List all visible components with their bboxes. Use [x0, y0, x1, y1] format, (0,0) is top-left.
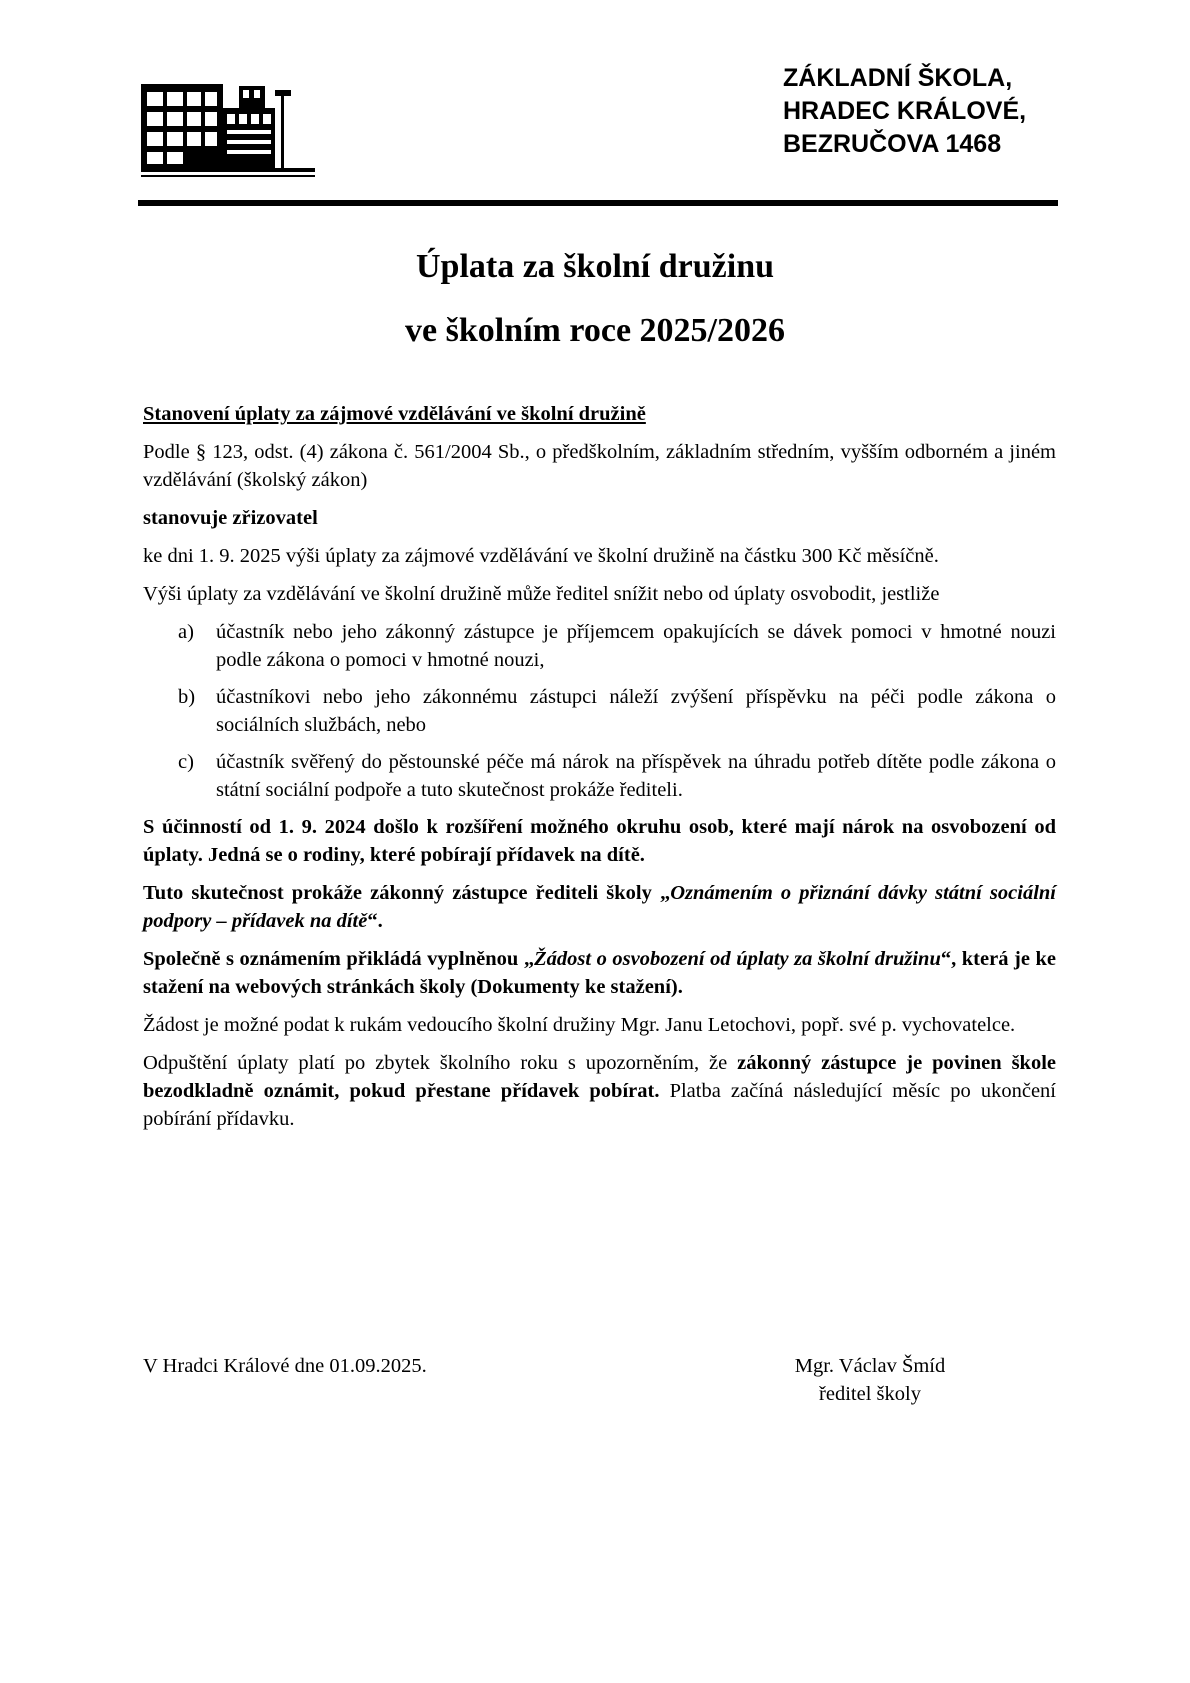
- paragraph-fee-amount: ke dni 1. 9. 2025 výši úplaty za zájmové vzdělávání ve školní družině na částku 300 Kč měsíčně.: [143, 545, 939, 567]
- paragraph-submission: Žádost je možné podat k rukám vedoucího školní družiny Mgr. Janu Letochovi, popř. své p. vychovatelce.: [143, 1014, 1016, 1036]
- waiver-text: Odpuštění úplaty platí po zbytek školního roku s upozorněním, že: [143, 1052, 738, 1074]
- school-name-line3: BEZRUČOVA 1468: [783, 130, 1002, 158]
- application-text: Společně s oznámením přikládá vyplněnou „: [143, 948, 535, 970]
- paragraph-fee-reduction: Výši úplaty za vzdělávání ve školní družině může ředitel snížit nebo od úplaty osvobodit, jestliže: [143, 583, 940, 605]
- waiver-obligation: zákonný zástupce je povinen škole bezodkladně oznámit, pokud přestane přídavek pobírat.: [143, 1052, 1056, 1102]
- paragraph-proof: [143, 879, 1056, 935]
- header-divider: [138, 200, 1058, 206]
- school-building-logo: [141, 72, 315, 182]
- waiver-text-end: Platba začíná následující měsíc po ukončení pobírání přídavku.: [143, 1080, 1056, 1130]
- proof-text: Tuto skutečnost prokáže zákonný zástupce řediteli školy „: [143, 882, 671, 904]
- paragraph-application: [143, 945, 1056, 1001]
- list-text: účastníkovi nebo jeho zákonnému zástupci náleží zvýšení příspěvku na péči podle zákona o sociálních službách, nebo: [216, 686, 1056, 736]
- school-name-line1: ZÁKLADNÍ ŠKOLA,: [783, 64, 1013, 92]
- paragraph-founder: stanovuje zřizovatel: [143, 507, 318, 529]
- section-heading: Stanovení úplaty za zájmové vzdělávání ve školní družině: [143, 403, 646, 425]
- paragraph-legal-basis: Podle § 123, odst. (4) zákona č. 561/2004 Sb., o předškolním, základním středním, vyšším odborném a jiném vzdělávání (školský zákon): [143, 441, 1056, 491]
- school-name: [783, 62, 1026, 161]
- school-name-line2: HRADEC KRÁLOVÉ,: [783, 97, 1027, 125]
- place-and-date: V Hradci Králové dne 01.09.2025.: [143, 1355, 427, 1377]
- list-item: [143, 748, 1056, 804]
- list-item: [143, 618, 1056, 674]
- list-item: [143, 683, 1056, 739]
- list-text: účastník svěřený do pěstounské péče má nárok na příspěvek na úhradu potřeb dítěte podle zákona o státní sociální podpoře a tuto skutečnost prokáže řediteli.: [216, 751, 1056, 801]
- signature-block: [770, 1352, 970, 1408]
- application-text-end: “, která je ke stažení na webových stránkách školy (Dokumenty ke stažení).: [143, 948, 1056, 998]
- condition-list: [143, 618, 1056, 804]
- title-line2: ve školním roce 2025/2026: [405, 312, 785, 349]
- document-body: [143, 400, 1056, 1143]
- proof-document-name: Oznámením o přiznání dávky státní sociální podpory – přídavek na dítě: [143, 882, 1056, 932]
- title-line1: Úplata za školní družinu: [415, 248, 775, 285]
- signer-name: Mgr. Václav Šmíd: [794, 1355, 946, 1377]
- proof-quote-end: “.: [367, 910, 383, 932]
- list-marker: a): [178, 621, 194, 643]
- signer-role: ředitel školy: [819, 1383, 921, 1405]
- list-marker: b): [178, 686, 196, 708]
- paragraph-exemption-change: S účinností od 1. 9. 2024 došlo k rozšíření možného okruhu osob, které mají nárok na osvobození od úplaty. Jedná se o rodiny, které pobírají přídavek na dítě.: [143, 816, 1056, 866]
- application-document-name: Žádost o osvobození od úplaty za školní družinu: [534, 948, 941, 970]
- paragraph-waiver: [143, 1049, 1056, 1133]
- list-marker: c): [178, 751, 194, 773]
- document-title: [0, 235, 1190, 363]
- list-text: účastník nebo jeho zákonný zástupce je příjemcem opakujících se dávek pomoci v hmotné nouzi podle zákona o pomoci v hmotné nouzi,: [216, 621, 1056, 671]
